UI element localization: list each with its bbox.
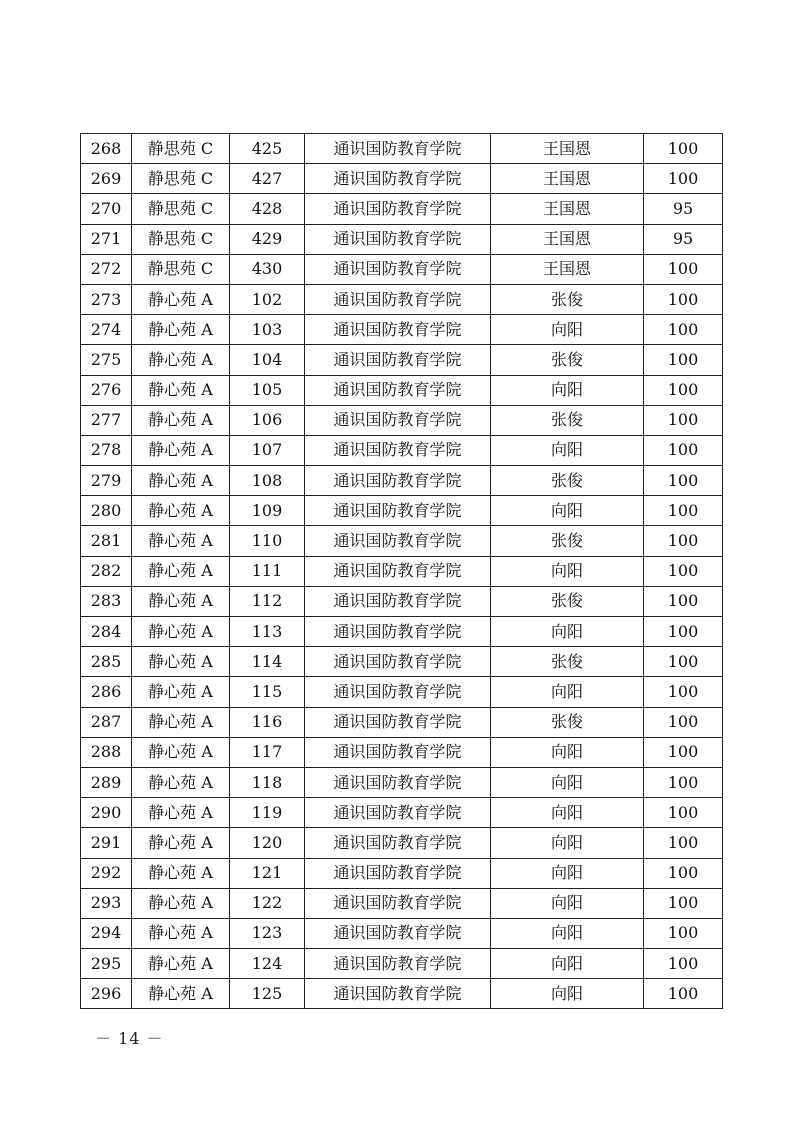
table-row	[81, 979, 723, 1009]
cell-building: 静心苑 A	[132, 798, 230, 828]
cell-person: 向阳	[491, 375, 644, 405]
cell-person: 张俊	[491, 707, 644, 737]
cell-person: 向阳	[491, 737, 644, 767]
cell-number: 268	[81, 134, 132, 164]
cell-score: 95	[644, 194, 723, 224]
inspection-table	[80, 133, 723, 1009]
table-row	[81, 405, 723, 435]
cell-building: 静心苑 A	[132, 405, 230, 435]
cell-college: 通识国防教育学院	[305, 707, 491, 737]
cell-room: 102	[230, 284, 305, 314]
table-row	[81, 888, 723, 918]
cell-person: 向阳	[491, 858, 644, 888]
cell-building: 静心苑 A	[132, 858, 230, 888]
cell-room: 111	[230, 556, 305, 586]
table-row	[81, 284, 723, 314]
cell-building: 静思苑 C	[132, 254, 230, 284]
cell-number: 290	[81, 798, 132, 828]
table-row	[81, 224, 723, 254]
cell-person: 向阳	[491, 949, 644, 979]
cell-person: 王国恩	[491, 134, 644, 164]
cell-score: 100	[644, 375, 723, 405]
cell-building: 静心苑 A	[132, 918, 230, 948]
inspection-table-container	[80, 133, 716, 1009]
cell-score: 100	[644, 435, 723, 465]
cell-person: 张俊	[491, 466, 644, 496]
table-row	[81, 375, 723, 405]
cell-score: 100	[644, 164, 723, 194]
page-number: － 14 －	[95, 1029, 164, 1048]
cell-college: 通识国防教育学院	[305, 224, 491, 254]
cell-building: 静思苑 C	[132, 134, 230, 164]
cell-number: 287	[81, 707, 132, 737]
cell-score: 100	[644, 496, 723, 526]
table-row	[81, 858, 723, 888]
cell-room: 116	[230, 707, 305, 737]
cell-person: 向阳	[491, 677, 644, 707]
table-row	[81, 556, 723, 586]
cell-number: 289	[81, 767, 132, 797]
cell-college: 通识国防教育学院	[305, 405, 491, 435]
cell-score: 100	[644, 828, 723, 858]
cell-score: 100	[644, 979, 723, 1009]
cell-building: 静心苑 A	[132, 979, 230, 1009]
cell-number: 270	[81, 194, 132, 224]
cell-person: 张俊	[491, 647, 644, 677]
cell-person: 向阳	[491, 979, 644, 1009]
cell-room: 114	[230, 647, 305, 677]
cell-room: 110	[230, 526, 305, 556]
cell-room: 118	[230, 767, 305, 797]
cell-room: 107	[230, 435, 305, 465]
cell-score: 100	[644, 707, 723, 737]
cell-building: 静心苑 A	[132, 375, 230, 405]
cell-number: 269	[81, 164, 132, 194]
cell-person: 张俊	[491, 284, 644, 314]
cell-person: 向阳	[491, 828, 644, 858]
cell-college: 通识国防教育学院	[305, 466, 491, 496]
table-row	[81, 315, 723, 345]
cell-college: 通识国防教育学院	[305, 194, 491, 224]
cell-building: 静心苑 A	[132, 345, 230, 375]
cell-number: 277	[81, 405, 132, 435]
cell-person: 向阳	[491, 496, 644, 526]
cell-building: 静心苑 A	[132, 556, 230, 586]
cell-college: 通识国防教育学院	[305, 737, 491, 767]
table-row	[81, 798, 723, 828]
cell-college: 通识国防教育学院	[305, 677, 491, 707]
cell-score: 100	[644, 556, 723, 586]
cell-building: 静心苑 A	[132, 767, 230, 797]
cell-person: 向阳	[491, 617, 644, 647]
cell-person: 王国恩	[491, 224, 644, 254]
cell-room: 430	[230, 254, 305, 284]
cell-number: 291	[81, 828, 132, 858]
table-row	[81, 949, 723, 979]
cell-building: 静心苑 A	[132, 737, 230, 767]
table-row	[81, 767, 723, 797]
cell-college: 通识国防教育学院	[305, 767, 491, 797]
cell-number: 286	[81, 677, 132, 707]
cell-building: 静心苑 A	[132, 435, 230, 465]
cell-number: 292	[81, 858, 132, 888]
cell-number: 295	[81, 949, 132, 979]
table-row	[81, 345, 723, 375]
cell-room: 123	[230, 918, 305, 948]
cell-score: 100	[644, 949, 723, 979]
cell-number: 284	[81, 617, 132, 647]
table-row	[81, 134, 723, 164]
cell-number: 282	[81, 556, 132, 586]
cell-score: 100	[644, 254, 723, 284]
table-row	[81, 586, 723, 616]
cell-number: 283	[81, 586, 132, 616]
cell-room: 429	[230, 224, 305, 254]
cell-building: 静心苑 A	[132, 315, 230, 345]
cell-number: 272	[81, 254, 132, 284]
cell-building: 静心苑 A	[132, 677, 230, 707]
table-row	[81, 435, 723, 465]
cell-person: 王国恩	[491, 254, 644, 284]
cell-number: 294	[81, 918, 132, 948]
cell-room: 425	[230, 134, 305, 164]
cell-building: 静心苑 A	[132, 466, 230, 496]
cell-room: 124	[230, 949, 305, 979]
cell-building: 静心苑 A	[132, 617, 230, 647]
cell-score: 100	[644, 315, 723, 345]
cell-building: 静心苑 A	[132, 707, 230, 737]
cell-building: 静思苑 C	[132, 194, 230, 224]
cell-college: 通识国防教育学院	[305, 888, 491, 918]
table-row	[81, 647, 723, 677]
table-body	[81, 134, 723, 1009]
table-row	[81, 737, 723, 767]
cell-room: 121	[230, 858, 305, 888]
cell-college: 通识国防教育学院	[305, 435, 491, 465]
cell-score: 100	[644, 767, 723, 797]
cell-college: 通识国防教育学院	[305, 134, 491, 164]
cell-college: 通识国防教育学院	[305, 496, 491, 526]
cell-building: 静心苑 A	[132, 526, 230, 556]
cell-number: 280	[81, 496, 132, 526]
cell-room: 428	[230, 194, 305, 224]
cell-score: 100	[644, 466, 723, 496]
table-row	[81, 164, 723, 194]
cell-person: 向阳	[491, 767, 644, 797]
table-row	[81, 677, 723, 707]
cell-room: 109	[230, 496, 305, 526]
cell-college: 通识国防教育学院	[305, 375, 491, 405]
cell-college: 通识国防教育学院	[305, 315, 491, 345]
cell-person: 王国恩	[491, 164, 644, 194]
cell-person: 向阳	[491, 918, 644, 948]
table-row	[81, 254, 723, 284]
cell-score: 100	[644, 405, 723, 435]
cell-score: 100	[644, 134, 723, 164]
cell-building: 静心苑 A	[132, 284, 230, 314]
cell-college: 通识国防教育学院	[305, 526, 491, 556]
cell-score: 100	[644, 798, 723, 828]
table-row	[81, 466, 723, 496]
cell-person: 王国恩	[491, 194, 644, 224]
cell-room: 106	[230, 405, 305, 435]
cell-number: 278	[81, 435, 132, 465]
cell-score: 100	[644, 647, 723, 677]
cell-score: 100	[644, 284, 723, 314]
cell-number: 276	[81, 375, 132, 405]
cell-score: 100	[644, 858, 723, 888]
cell-building: 静心苑 A	[132, 586, 230, 616]
cell-number: 288	[81, 737, 132, 767]
table-row	[81, 828, 723, 858]
cell-number: 281	[81, 526, 132, 556]
cell-person: 向阳	[491, 888, 644, 918]
table-row	[81, 496, 723, 526]
cell-college: 通识国防教育学院	[305, 556, 491, 586]
cell-building: 静心苑 A	[132, 949, 230, 979]
cell-room: 108	[230, 466, 305, 496]
cell-number: 296	[81, 979, 132, 1009]
table-row	[81, 526, 723, 556]
cell-number: 271	[81, 224, 132, 254]
cell-college: 通识国防教育学院	[305, 798, 491, 828]
cell-room: 122	[230, 888, 305, 918]
cell-college: 通识国防教育学院	[305, 858, 491, 888]
cell-score: 100	[644, 888, 723, 918]
cell-person: 张俊	[491, 526, 644, 556]
cell-college: 通识国防教育学院	[305, 647, 491, 677]
table-row	[81, 194, 723, 224]
cell-building: 静心苑 A	[132, 888, 230, 918]
cell-building: 静心苑 A	[132, 496, 230, 526]
cell-score: 100	[644, 918, 723, 948]
cell-college: 通识国防教育学院	[305, 284, 491, 314]
cell-score: 100	[644, 345, 723, 375]
cell-person: 张俊	[491, 405, 644, 435]
cell-college: 通识国防教育学院	[305, 254, 491, 284]
cell-room: 104	[230, 345, 305, 375]
cell-person: 张俊	[491, 345, 644, 375]
cell-number: 274	[81, 315, 132, 345]
cell-room: 113	[230, 617, 305, 647]
cell-college: 通识国防教育学院	[305, 617, 491, 647]
cell-building: 静思苑 C	[132, 164, 230, 194]
cell-person: 张俊	[491, 586, 644, 616]
cell-building: 静心苑 A	[132, 828, 230, 858]
cell-person: 向阳	[491, 556, 644, 586]
cell-college: 通识国防教育学院	[305, 164, 491, 194]
cell-college: 通识国防教育学院	[305, 345, 491, 375]
cell-room: 112	[230, 586, 305, 616]
cell-college: 通识国防教育学院	[305, 979, 491, 1009]
table-row	[81, 918, 723, 948]
cell-score: 100	[644, 737, 723, 767]
cell-room: 103	[230, 315, 305, 345]
cell-building: 静心苑 A	[132, 647, 230, 677]
cell-building: 静思苑 C	[132, 224, 230, 254]
cell-college: 通识国防教育学院	[305, 949, 491, 979]
cell-room: 117	[230, 737, 305, 767]
cell-number: 279	[81, 466, 132, 496]
cell-room: 125	[230, 979, 305, 1009]
cell-room: 120	[230, 828, 305, 858]
cell-room: 105	[230, 375, 305, 405]
cell-number: 273	[81, 284, 132, 314]
cell-number: 285	[81, 647, 132, 677]
cell-number: 293	[81, 888, 132, 918]
cell-score: 100	[644, 586, 723, 616]
cell-score: 95	[644, 224, 723, 254]
table-row	[81, 707, 723, 737]
cell-score: 100	[644, 677, 723, 707]
cell-person: 向阳	[491, 315, 644, 345]
cell-person: 向阳	[491, 435, 644, 465]
cell-college: 通识国防教育学院	[305, 586, 491, 616]
cell-score: 100	[644, 526, 723, 556]
cell-number: 275	[81, 345, 132, 375]
table-row	[81, 617, 723, 647]
cell-person: 向阳	[491, 798, 644, 828]
cell-score: 100	[644, 617, 723, 647]
cell-room: 427	[230, 164, 305, 194]
cell-college: 通识国防教育学院	[305, 828, 491, 858]
cell-room: 115	[230, 677, 305, 707]
cell-college: 通识国防教育学院	[305, 918, 491, 948]
cell-room: 119	[230, 798, 305, 828]
